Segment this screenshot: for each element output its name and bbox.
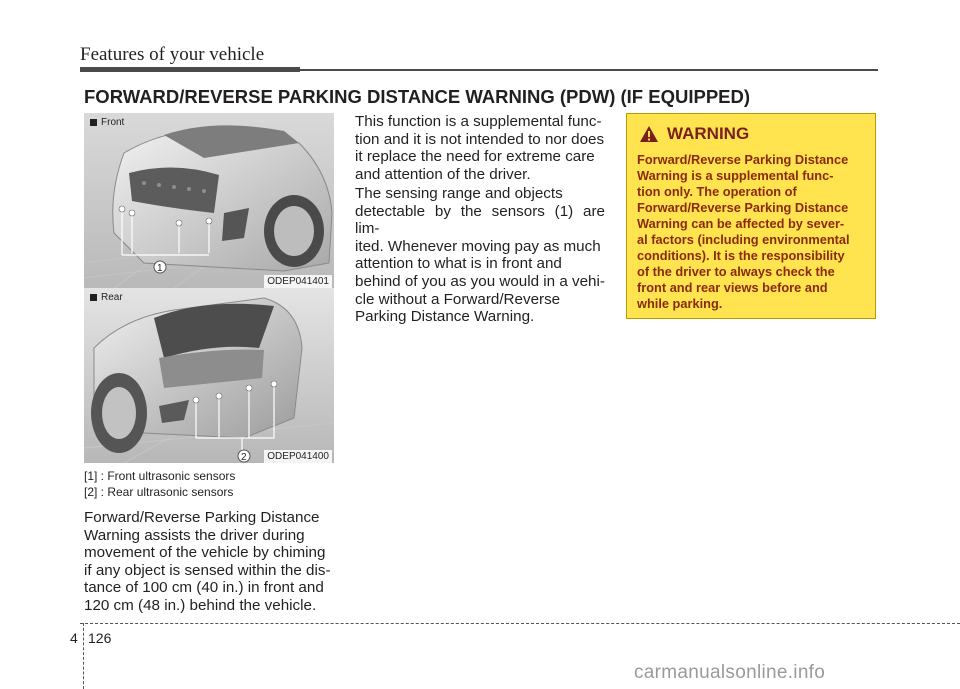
page-number: 126: [88, 630, 112, 646]
warning-line: Forward/Reverse Parking Distance: [637, 200, 849, 215]
rear-sensors-figure: [84, 288, 334, 463]
text-line: it replace the need for extreme care: [355, 148, 595, 166]
text-line: ited. Whenever moving pay as much: [355, 237, 601, 255]
front-sensors-figure: [84, 113, 334, 288]
text-line: tion and it is not intended to nor does: [355, 130, 605, 148]
warning-line: tion only. The operation of: [637, 184, 797, 199]
warning-line: Forward/Reverse Parking Distance: [637, 152, 849, 167]
rear-car-illustration: [84, 288, 334, 463]
warning-line: Warning can be affected by sever-: [637, 216, 845, 231]
rear-figure-label: [90, 292, 123, 303]
text-line: Warning assists the driver during: [84, 526, 305, 544]
text-line: if any object is sensed within the dis-: [84, 561, 331, 579]
text-line: movement of the vehicle by chiming: [84, 544, 326, 562]
watermark: carmanualsonline.info: [634, 662, 826, 683]
caption-list: [84, 468, 235, 500]
warning-line: conditions). It is the responsibility: [637, 248, 845, 263]
warning-box: [626, 113, 876, 319]
front-figure-code: ODEP041401: [264, 275, 332, 288]
front-car-illustration: [84, 113, 334, 288]
text-line: attention to what is in front and: [355, 255, 562, 273]
chapter-number: 4: [70, 630, 78, 646]
page-header-title: Features of your vehicle: [80, 44, 265, 65]
supplemental-paragraph: [355, 113, 605, 183]
front-figure-label: [90, 117, 124, 128]
text-line: 120 cm (48 in.) behind the vehicle.: [84, 596, 317, 614]
sensing-range-paragraph: [355, 185, 605, 326]
header-rule: [300, 69, 878, 71]
text-line: The sensing range and objects: [355, 185, 563, 202]
warning-title: WARNING: [667, 124, 750, 143]
warning-header: [639, 124, 749, 144]
rear-figure-code: ODEP041400: [264, 450, 332, 463]
text-line: tance of 100 cm (40 in.) in front and: [84, 579, 324, 597]
footer-rule: [80, 623, 960, 624]
warning-triangle-icon: [639, 125, 659, 143]
warning-line: of the driver to always check the: [637, 264, 835, 279]
square-bullet-icon: [90, 294, 97, 301]
text-line: Forward/Reverse Parking Distance: [84, 509, 320, 526]
callout-1: 1: [157, 263, 163, 274]
front-label-text: Front: [101, 117, 125, 128]
warning-line: al factors (including environmental: [637, 232, 850, 247]
text-line: cle without a Forward/Reverse: [355, 290, 561, 308]
caption-front-sensors: [1] : Front ultrasonic sensors: [84, 469, 236, 483]
text-line: and attention of the driver.: [355, 165, 531, 183]
text-line: detectable by the sensors (1) are lim-: [355, 202, 605, 238]
callout-2: 2: [241, 452, 247, 463]
caption-rear-sensors: [2] : Rear ultrasonic sensors: [84, 485, 234, 499]
intro-paragraph: [84, 509, 334, 615]
text-line: This function is a supplemental func-: [355, 113, 602, 130]
rear-label-text: Rear: [101, 292, 123, 303]
text-line: Parking Distance Warning.: [355, 308, 535, 326]
warning-line: front and rear views before and: [637, 280, 828, 295]
section-heading: FORWARD/REVERSE PARKING DISTANCE WARNING (PDW) (IF EQUIPPED): [84, 86, 751, 107]
warning-line: Warning is a supplemental func-: [637, 168, 834, 183]
warning-line: while parking.: [637, 296, 723, 311]
footer-divider: [83, 623, 84, 689]
text-line: behind of you as you would in a vehi-: [355, 272, 605, 290]
square-bullet-icon: [90, 119, 97, 126]
header-rule-dark: [80, 67, 300, 72]
warning-text: [637, 152, 867, 312]
